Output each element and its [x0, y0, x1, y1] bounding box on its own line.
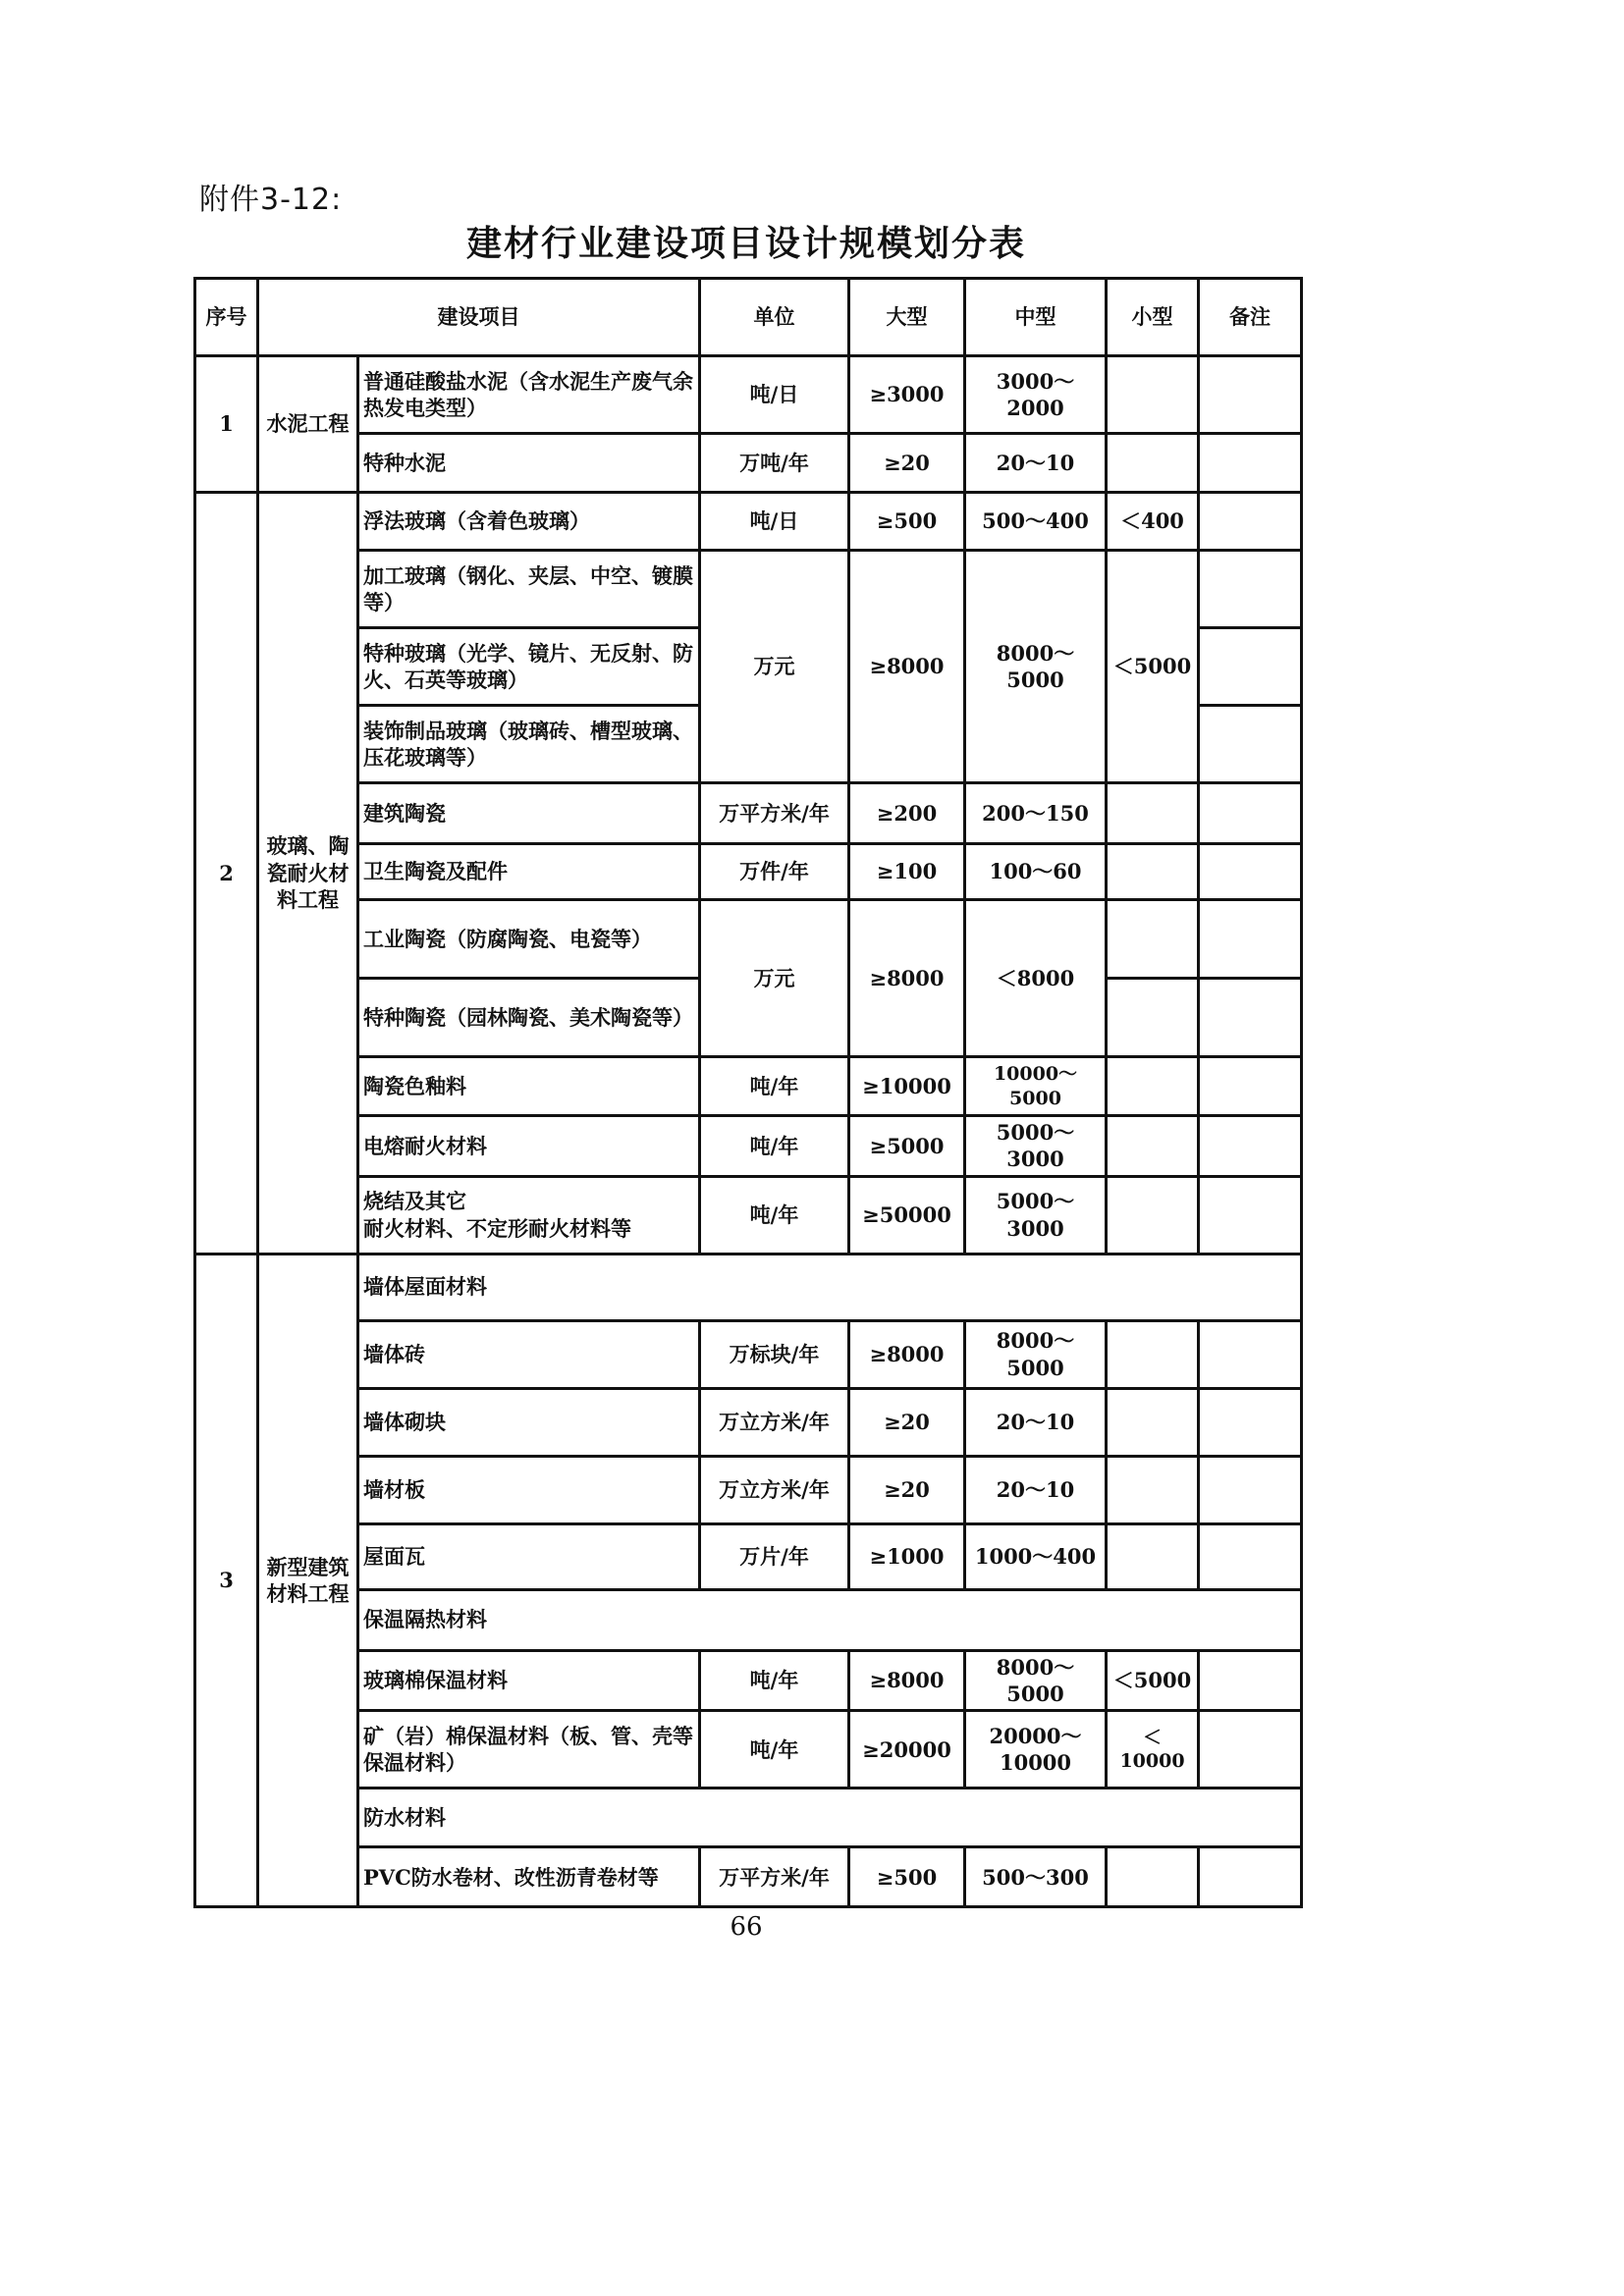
small-cell	[1107, 356, 1199, 434]
seq-cell: 1	[195, 356, 258, 493]
table-row	[195, 1711, 1302, 1789]
remark-cell	[1199, 1650, 1302, 1711]
table-row	[195, 1057, 1302, 1116]
table-row	[195, 1176, 1302, 1254]
project-cell: 浮法玻璃（含着色玻璃）	[358, 493, 700, 551]
table-row	[195, 1650, 1302, 1711]
remark-cell	[1199, 628, 1302, 706]
medium-cell: 100～60	[965, 844, 1107, 900]
small-cell	[1107, 1057, 1199, 1116]
project-cell: 加工玻璃（钢化、夹层、中空、镀膜等）	[358, 551, 700, 628]
small-cell: ＜10000	[1107, 1711, 1199, 1789]
table-row	[195, 1254, 1302, 1320]
category-cell: 水泥工程	[258, 356, 358, 493]
table-row	[195, 1320, 1302, 1388]
header-unit: 单位	[700, 279, 849, 356]
unit-cell: 吨/年	[700, 1176, 849, 1254]
small-cell	[1107, 434, 1199, 493]
remark-cell	[1199, 783, 1302, 844]
table-row	[195, 1847, 1302, 1907]
project-cell: 屋面瓦	[358, 1523, 700, 1589]
medium-cell: 500～400	[965, 493, 1107, 551]
project-cell	[358, 1176, 700, 1254]
large-cell: ≥100	[849, 844, 965, 900]
medium-cell: 8000～5000	[965, 1320, 1107, 1388]
small-cell	[1107, 1456, 1199, 1523]
medium-cell: 20～10	[965, 1456, 1107, 1523]
small-cell	[1107, 1176, 1199, 1254]
small-cell	[1107, 1116, 1199, 1177]
unit-cell: 万片/年	[700, 1523, 849, 1589]
remark-cell	[1199, 356, 1302, 434]
small-cell	[1107, 844, 1199, 900]
unit-cell: 万件/年	[700, 844, 849, 900]
large-cell: ≥3000	[849, 356, 965, 434]
project-cell: 特种陶瓷（园林陶瓷、美术陶瓷等）	[358, 979, 700, 1057]
table-row	[195, 434, 1302, 493]
medium-cell: 5000～3000	[965, 1116, 1107, 1177]
project-cell: 陶瓷色釉料	[358, 1057, 700, 1116]
small-cell	[1107, 1847, 1199, 1907]
table-row	[195, 900, 1302, 979]
remark-cell	[1199, 1456, 1302, 1523]
project-cell: 特种玻璃（光学、镜片、无反射、防火、石英等玻璃）	[358, 628, 700, 706]
project-line: 烧结及其它	[363, 1189, 466, 1214]
unit-cell: 万元	[700, 900, 849, 1057]
project-cell: 墙体砖	[358, 1320, 700, 1388]
large-cell: ≥8000	[849, 551, 965, 783]
section-heading-waterproof: 防水材料	[358, 1789, 1302, 1847]
unit-cell: 万平方米/年	[700, 1847, 849, 1907]
remark-cell	[1199, 1388, 1302, 1456]
table-row	[195, 1456, 1302, 1523]
project-cell: 玻璃棉保温材料	[358, 1650, 700, 1711]
unit-cell: 吨/年	[700, 1116, 849, 1177]
remark-cell	[1199, 1057, 1302, 1116]
small-cell	[1107, 979, 1199, 1057]
project-cell: PVC防水卷材、改性沥青卷材等	[358, 1847, 700, 1907]
medium-cell: 8000～5000	[965, 1650, 1107, 1711]
remark-cell	[1199, 434, 1302, 493]
remark-cell	[1199, 706, 1302, 783]
remark-cell	[1199, 1523, 1302, 1589]
project-cell: 普通硅酸盐水泥（含水泥生产废气余热发电类型）	[358, 356, 700, 434]
large-cell: ≥500	[849, 1847, 965, 1907]
project-line: 耐火材料、不定形耐火材料等	[363, 1215, 631, 1241]
table-row	[195, 493, 1302, 551]
table-row	[195, 551, 1302, 628]
project-cell: 墙体砌块	[358, 1388, 700, 1456]
medium-cell: 20～10	[965, 434, 1107, 493]
header-project: 建设项目	[258, 279, 700, 356]
unit-cell: 万立方米/年	[700, 1456, 849, 1523]
large-cell: ≥20000	[849, 1711, 965, 1789]
small-cell	[1107, 900, 1199, 979]
remark-cell	[1199, 1320, 1302, 1388]
unit-cell: 吨/日	[700, 356, 849, 434]
small-cell	[1107, 1320, 1199, 1388]
scale-classification-table	[193, 277, 1303, 1908]
project-cell: 电熔耐火材料	[358, 1116, 700, 1177]
medium-cell: 10000～5000	[965, 1057, 1107, 1116]
table-header-row	[195, 279, 1302, 356]
unit-cell: 万元	[700, 551, 849, 783]
header-large: 大型	[849, 279, 965, 356]
remark-cell	[1199, 551, 1302, 628]
large-cell: ≥8000	[849, 1320, 965, 1388]
unit-cell: 吨/日	[700, 493, 849, 551]
attachment-label: 附件3-12:	[199, 183, 343, 217]
remark-cell	[1199, 979, 1302, 1057]
medium-cell: 20～10	[965, 1388, 1107, 1456]
large-cell: ≥500	[849, 493, 965, 551]
large-cell: ≥20	[849, 434, 965, 493]
remark-cell	[1199, 844, 1302, 900]
large-cell: ≥1000	[849, 1523, 965, 1589]
large-cell: ≥50000	[849, 1176, 965, 1254]
small-cell: ＜5000	[1107, 551, 1199, 783]
remark-cell	[1199, 1116, 1302, 1177]
table-row	[195, 1589, 1302, 1650]
remark-cell	[1199, 1176, 1302, 1254]
medium-cell: ＜8000	[965, 900, 1107, 1057]
large-cell: ≥10000	[849, 1057, 965, 1116]
project-cell: 特种水泥	[358, 434, 700, 493]
project-cell: 墙材板	[358, 1456, 700, 1523]
remark-cell	[1199, 900, 1302, 979]
small-cell	[1107, 783, 1199, 844]
table-row	[195, 356, 1302, 434]
page-title: 建材行业建设项目设计规模划分表	[465, 224, 1026, 264]
medium-cell: 200～150	[965, 783, 1107, 844]
seq-cell: 3	[195, 1254, 258, 1907]
section-heading-insulation: 保温隔热材料	[358, 1589, 1302, 1650]
section-heading-wall: 墙体屋面材料	[358, 1254, 1302, 1320]
header-remark: 备注	[1199, 279, 1302, 356]
page-number: 66	[730, 1912, 763, 1942]
header-small: 小型	[1107, 279, 1199, 356]
unit-cell: 吨/年	[700, 1057, 849, 1116]
unit-cell: 万平方米/年	[700, 783, 849, 844]
medium-cell: 5000～3000	[965, 1176, 1107, 1254]
medium-cell: 8000～5000	[965, 551, 1107, 783]
category-cell: 新型建筑材料工程	[258, 1254, 358, 1907]
unit-cell: 万吨/年	[700, 434, 849, 493]
table-row	[195, 1789, 1302, 1847]
medium-cell: 500～300	[965, 1847, 1107, 1907]
unit-cell: 万立方米/年	[700, 1388, 849, 1456]
remark-cell	[1199, 1711, 1302, 1789]
large-cell: ≥5000	[849, 1116, 965, 1177]
large-cell: ≥20	[849, 1456, 965, 1523]
table-row	[195, 1116, 1302, 1177]
unit-cell: 万标块/年	[700, 1320, 849, 1388]
project-cell: 建筑陶瓷	[358, 783, 700, 844]
seq-cell: 2	[195, 493, 258, 1255]
project-cell: 装饰制品玻璃（玻璃砖、槽型玻璃、压花玻璃等）	[358, 706, 700, 783]
medium-cell: 1000～400	[965, 1523, 1107, 1589]
category-cell: 玻璃、陶瓷耐火材料工程	[258, 493, 358, 1255]
small-cell	[1107, 1523, 1199, 1589]
small-cell	[1107, 1388, 1199, 1456]
project-cell: 卫生陶瓷及配件	[358, 844, 700, 900]
project-cell: 工业陶瓷（防腐陶瓷、电瓷等）	[358, 900, 700, 979]
table-row	[195, 844, 1302, 900]
header-medium: 中型	[965, 279, 1107, 356]
header-seq: 序号	[195, 279, 258, 356]
table-row	[195, 1388, 1302, 1456]
large-cell: ≥200	[849, 783, 965, 844]
small-cell: ＜400	[1107, 493, 1199, 551]
medium-cell: 20000～10000	[965, 1711, 1107, 1789]
large-cell: ≥8000	[849, 900, 965, 1057]
large-cell: ≥20	[849, 1388, 965, 1456]
large-cell: ≥8000	[849, 1650, 965, 1711]
project-cell: 矿（岩）棉保温材料（板、管、壳等保温材料）	[358, 1711, 700, 1789]
remark-cell	[1199, 1847, 1302, 1907]
small-cell: ＜5000	[1107, 1650, 1199, 1711]
unit-cell: 吨/年	[700, 1711, 849, 1789]
medium-cell: 3000～2000	[965, 356, 1107, 434]
unit-cell: 吨/年	[700, 1650, 849, 1711]
remark-cell	[1199, 493, 1302, 551]
table-row	[195, 783, 1302, 844]
table-row	[195, 1523, 1302, 1589]
